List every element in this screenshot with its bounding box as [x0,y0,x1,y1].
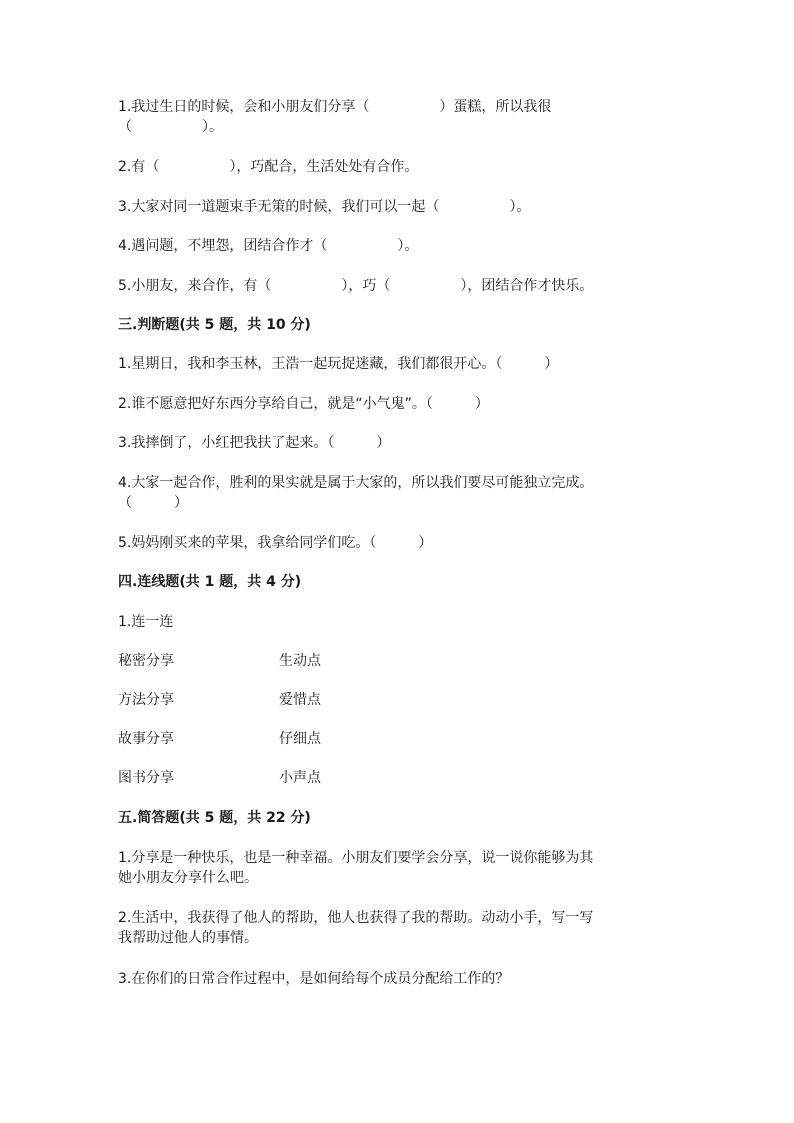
fill-blank-4: 4.遇问题，不埋怨，团结合作才（ ）。 [118,238,419,254]
section4-heading: 四.连线题(共 1 题，共 4 分) [118,574,302,590]
match-right-4: 小声点 [279,770,321,786]
fill-blank-1-line1: 1.我过生日的时候，会和小朋友们分享（ ）蛋糕，所以我很 [118,99,552,115]
short-answer-1-line2: 她小朋友分享什么吧。 [118,870,258,886]
short-answer-2-line2: 我帮助过他人的事情。 [118,930,258,946]
match-right-3: 仔细点 [279,731,321,747]
short-answer-1-line1: 1.分享是一种快乐，也是一种幸福。小朋友们要学会分享，说一说你能够为其 [118,850,594,866]
judge-2: 2.谁不愿意把好东西分享给自己，就是“小气鬼”。（ ） [118,396,489,412]
match-left-2: 方法分享 [118,692,174,708]
fill-blank-5: 5.小朋友，来合作，有（ ），巧（ ），团结合作才快乐。 [118,278,594,294]
match-question: 1.连一连 [118,614,174,630]
match-right-2: 爱惜点 [279,692,321,708]
judge-1: 1.星期日，我和李玉林，王浩一起玩捉迷藏，我们都很开心。（ ） [118,356,559,372]
match-left-3: 故事分享 [118,731,174,747]
section3-heading: 三.判断题(共 5 题，共 10 分) [118,317,311,333]
short-answer-2-line1: 2.生活中，我获得了他人的帮助，他人也获得了我的帮助。动动小手，写一写 [118,910,594,926]
judge-4-line1: 4.大家一起合作，胜利的果实就是属于大家的，所以我们要尽可能独立完成。 [118,475,594,491]
judge-3: 3.我摔倒了，小红把我扶了起来。（ ） [118,435,391,451]
fill-blank-1-line2: （ ）。 [118,119,223,135]
match-left-1: 秘密分享 [118,653,174,669]
fill-blank-2: 2.有（ ），巧配合，生活处处有合作。 [118,159,419,175]
fill-blank-3: 3.大家对同一道题束手无策的时候，我们可以一起（ ）。 [118,199,531,215]
match-left-4: 图书分享 [118,770,174,786]
match-right-1: 生动点 [279,653,321,669]
section5-heading: 五.简答题(共 5 题，共 22 分) [118,810,311,826]
judge-4-line2: （ ） [118,495,188,511]
judge-5: 5.妈妈刚买来的苹果，我拿给同学们吃。（ ） [118,535,433,551]
short-answer-3: 3.在你们的日常合作过程中，是如何给每个成员分配给工作的？ [118,971,510,987]
